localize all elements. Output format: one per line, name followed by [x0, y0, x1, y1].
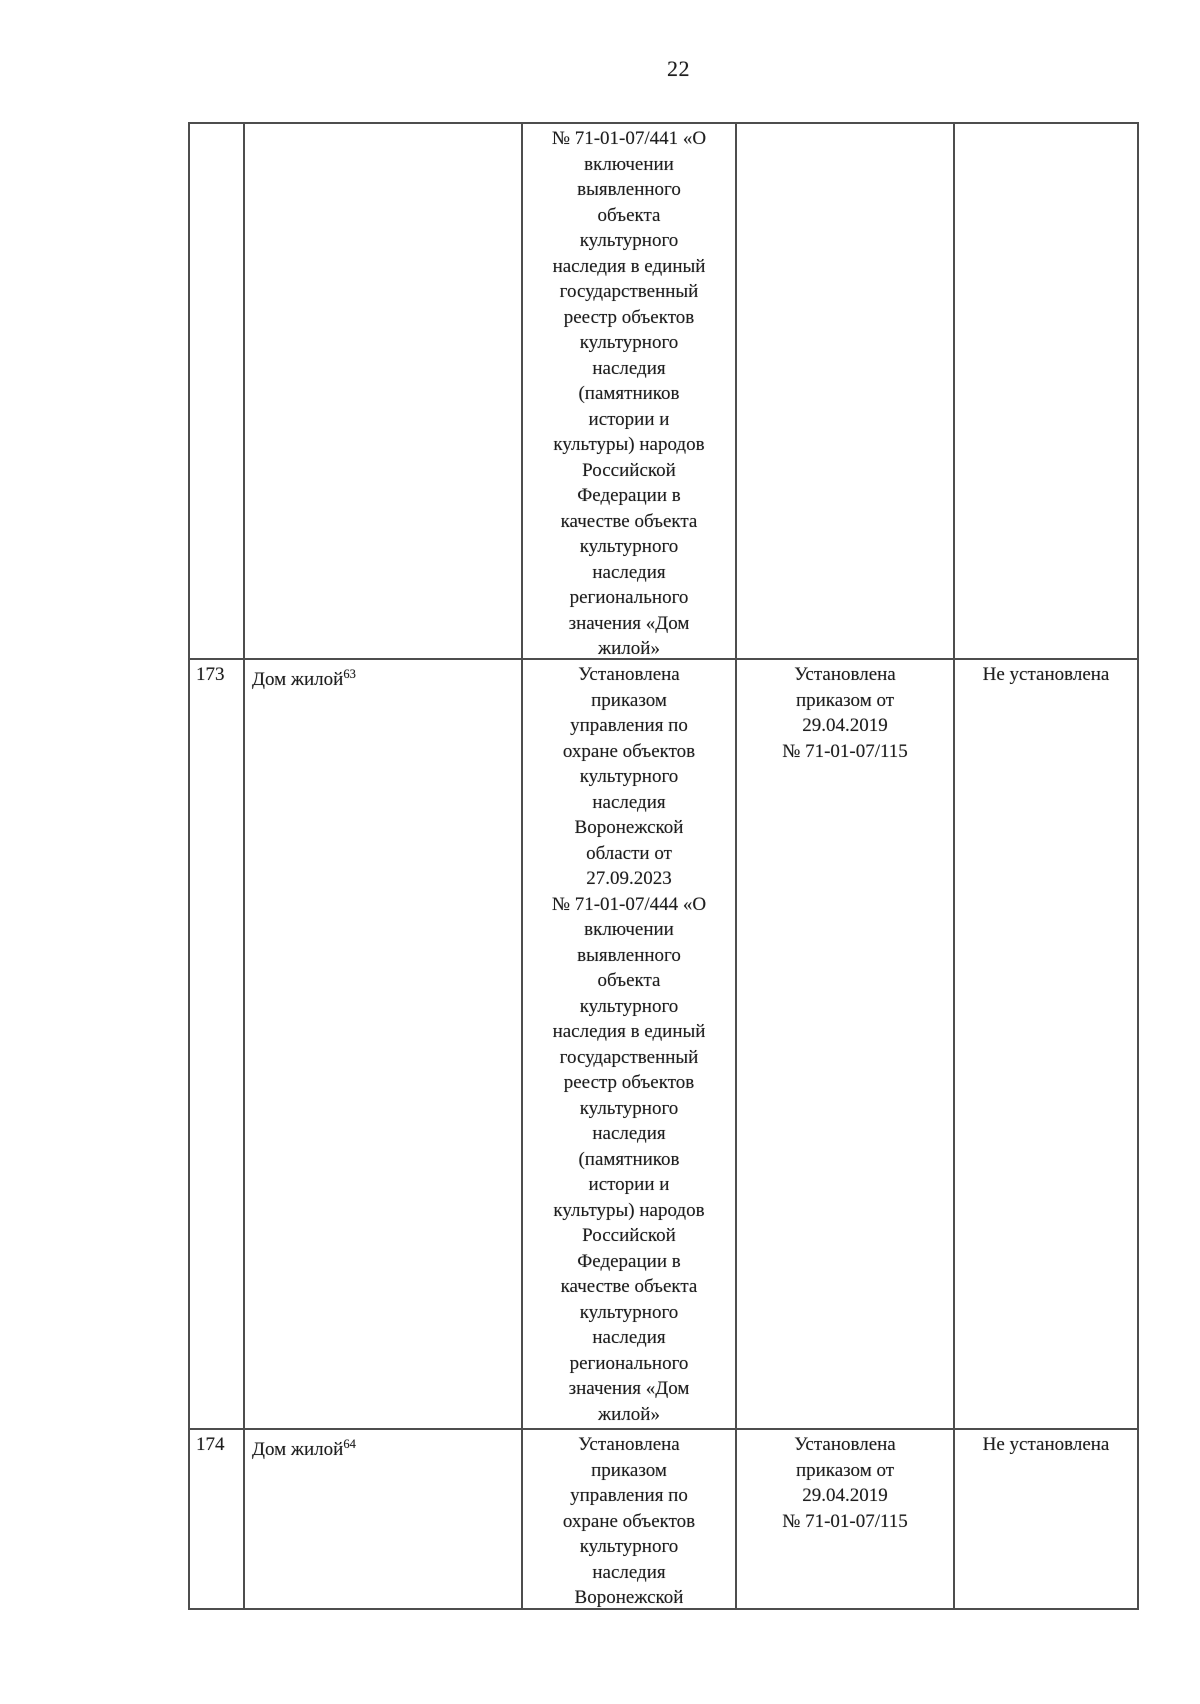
text-line: № 71-01-07/115: [782, 740, 908, 762]
cell-protection-order: [737, 660, 955, 1430]
text-line: истории и: [588, 408, 670, 430]
text-line: 27.09.2023: [586, 868, 672, 889]
text-line: наследия: [592, 1561, 666, 1583]
cell-row-number: 173: [190, 660, 245, 1430]
cell-territory-status: [523, 1430, 737, 1608]
cell-territory-status: [523, 124, 737, 660]
territory-status-text: [523, 126, 735, 662]
text-line: № 71-01-07/441 «О: [551, 128, 707, 149]
cell-zone-status: [955, 124, 1137, 660]
text-line: Российской: [582, 1225, 676, 1246]
text-line: приказом: [591, 1459, 667, 1481]
text-line: приказом: [591, 689, 667, 711]
text-line: Воронежской: [574, 817, 684, 838]
text-line: (памятников: [578, 1148, 680, 1170]
text-line: реестр объектов: [563, 1072, 695, 1093]
text-line: включении: [584, 153, 674, 175]
text-line: выявленного: [577, 179, 681, 200]
cell-object-name: [245, 124, 523, 660]
text-line: Установлена: [794, 664, 896, 685]
cell-row-number: 174: [190, 1430, 245, 1608]
text-line: Установлена: [578, 664, 680, 685]
cell-territory-status: [523, 660, 737, 1430]
text-line: № 71-01-07/115: [782, 1510, 908, 1532]
protection-order-text: [737, 662, 953, 764]
text-line: № 71-01-07/444 «О: [551, 893, 707, 915]
text-line: выявленного: [577, 944, 681, 966]
protection-order-text: [737, 1432, 953, 1534]
text-line: значения «Дом: [568, 612, 690, 634]
text-line: жилой»: [598, 1403, 660, 1425]
text-line: реестр объектов: [563, 306, 695, 328]
text-line: охране объектов: [562, 740, 696, 762]
text-line: государственный: [559, 1046, 699, 1068]
text-line: охране объектов: [562, 1510, 696, 1532]
cell-row-number: [190, 124, 245, 660]
text-line: наследия: [592, 1327, 666, 1348]
text-line: наследия: [592, 561, 666, 583]
text-line: наследия: [592, 791, 666, 813]
text-line: истории и: [588, 1174, 670, 1195]
text-line: Установлена: [578, 1434, 680, 1455]
text-line: области от: [586, 842, 672, 864]
cell-object-name: [245, 660, 523, 1430]
text-line: наследия в единый: [552, 255, 706, 277]
footnote-ref: 63: [343, 667, 356, 681]
text-line: 29.04.2019: [802, 1485, 888, 1506]
text-line: наследия: [592, 357, 666, 379]
text-line: приказом от: [795, 689, 895, 711]
text-line: Воронежской: [574, 1587, 684, 1608]
heritage-objects-table: [188, 122, 1139, 1610]
text-line: Российской: [582, 459, 676, 481]
text-line: объекта: [597, 970, 661, 991]
text-line: объекта: [597, 204, 661, 226]
text-line: культурного: [579, 1536, 679, 1557]
text-line: включении: [584, 919, 674, 940]
text-line: культуры) народов: [553, 434, 705, 455]
text-line: культурного: [579, 1097, 679, 1119]
text-line: управления по: [570, 715, 688, 736]
text-line: регионального: [569, 587, 689, 608]
text-line: жилой»: [598, 638, 660, 659]
text-line: Федерации в: [577, 1250, 681, 1272]
text-line: культурного: [579, 332, 679, 353]
territory-status-text: [523, 662, 735, 1427]
cell-protection-order: [737, 124, 955, 660]
text-line: 29.04.2019: [802, 715, 888, 736]
text-line: культуры) народов: [553, 1199, 705, 1221]
text-line: культурного: [579, 995, 679, 1017]
text-line: наследия в единый: [552, 1021, 706, 1042]
text-line: (памятников: [578, 383, 680, 404]
text-line: наследия: [592, 1123, 666, 1144]
text-line: культурного: [579, 766, 679, 787]
cell-zone-status: Не установлена: [955, 660, 1137, 1430]
text-line: культурного: [579, 1301, 679, 1323]
text-line: приказом от: [795, 1459, 895, 1481]
text-line: качестве объекта: [560, 510, 698, 532]
text-line: Установлена: [794, 1434, 896, 1455]
text-line: культурного: [579, 230, 679, 251]
cell-object-name: [245, 1430, 523, 1608]
text-line: государственный: [559, 281, 699, 302]
text-line: управления по: [570, 1485, 688, 1506]
text-line: качестве объекта: [560, 1276, 698, 1297]
cell-zone-status: Не установлена: [982, 1434, 1110, 1455]
object-name-text: Дом жилой: [252, 669, 344, 690]
footnote-ref: 64: [343, 1437, 356, 1451]
text-line: культурного: [579, 536, 679, 557]
text-line: значения «Дом: [568, 1378, 690, 1399]
page-number: 22: [667, 56, 690, 81]
text-line: регионального: [569, 1352, 689, 1374]
text-line: Федерации в: [577, 485, 681, 506]
cell-protection-order: [737, 1430, 955, 1608]
object-name-text: Дом жилой: [252, 1439, 344, 1460]
territory-status-text: [523, 1432, 735, 1608]
